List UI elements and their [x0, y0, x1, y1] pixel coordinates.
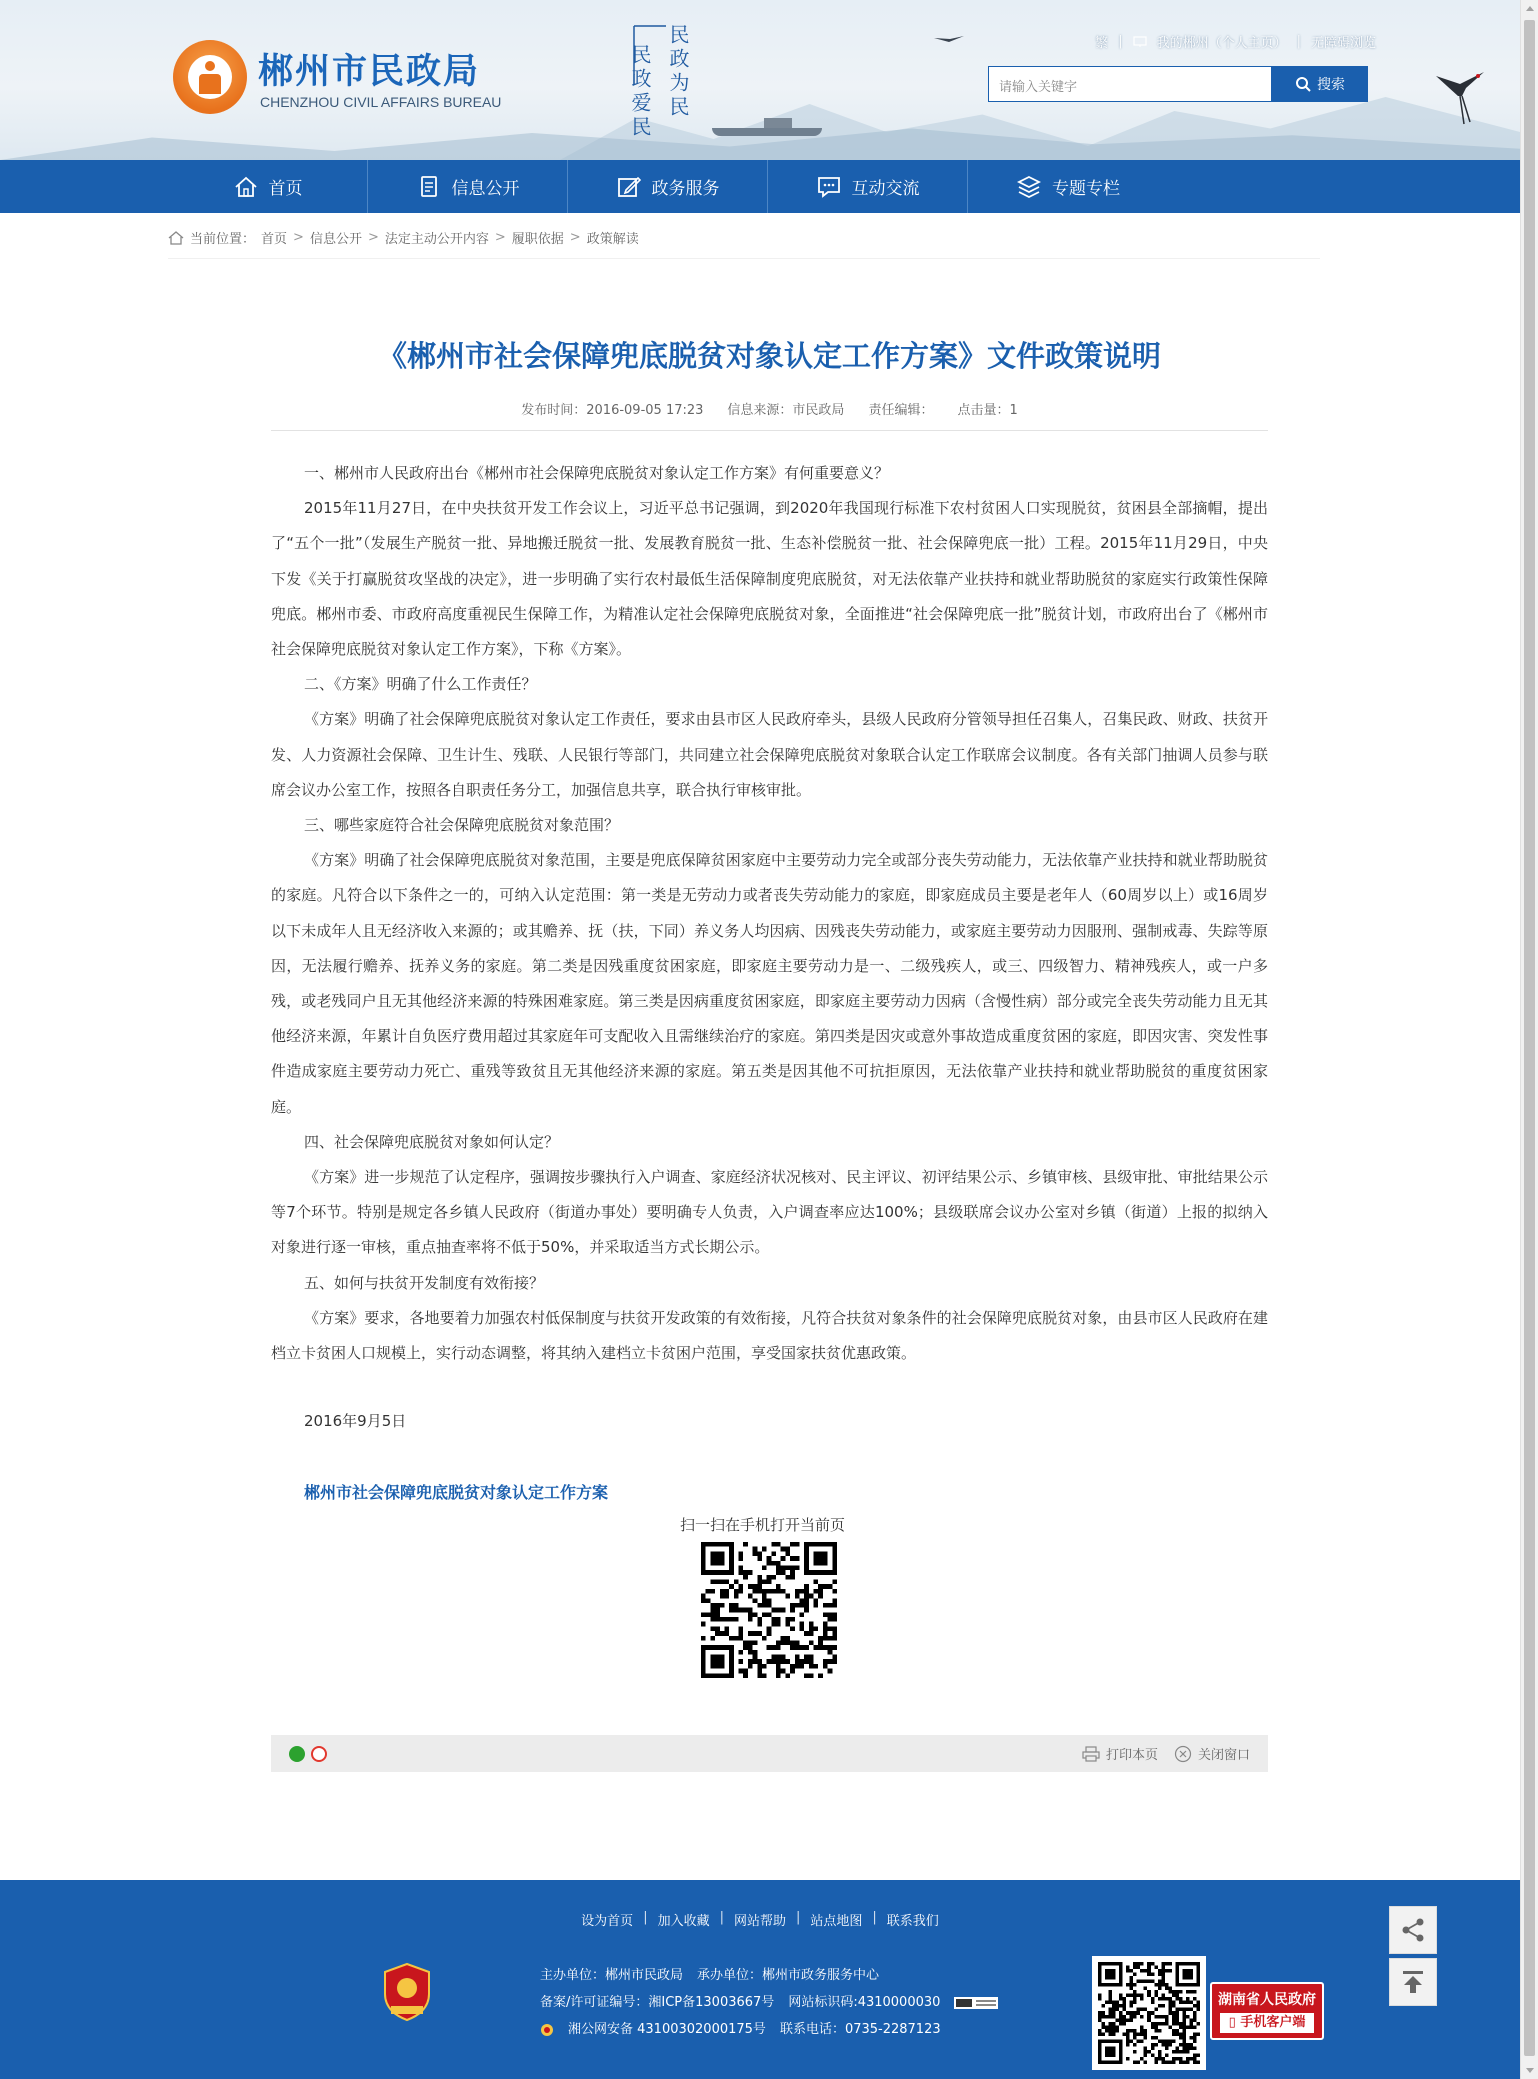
- wechat-share-icon[interactable]: [289, 1746, 305, 1762]
- article-body: [271, 456, 1268, 1371]
- scroll-thumb[interactable]: [1524, 20, 1535, 2056]
- police-badge-icon: [540, 2023, 554, 2037]
- float-share-button[interactable]: [1389, 1906, 1437, 1954]
- slogan-2: 民政爱民: [628, 44, 652, 140]
- site-header: [0, 0, 1520, 160]
- site-subtitle: CHENZHOU CIVIL AFFAIRS BUREAU: [260, 94, 502, 110]
- paragraph: 《方案》明确了社会保障兜底脱贫对象范围，主要是兜底保障贫困家庭中主要劳动力完全或部分丧失劳动能力，无法依靠产业扶持和就业帮助脱贫的家庭。凡符合以下条件之一的，可纳入认定范围：第一类是无劳动力或者丧失劳动能力的家庭，即家庭成员主要是老年人（60周岁以上）或16周岁以下未成年人且无经济收入来源的；或其赡养、抚（扶，下同）养义务人均因病、因残丧失劳动能力，或家庭主要劳动力因服刑、强制戒毒、失踪等原因，无法履行赡养、抚养义务的家庭。第二类是因残重度贫困家庭，即家庭主要劳动力是一、二级残疾人，或三、四级智力、精神残疾人，或一户多残，或老残同户且无其他经济来源的特殊困难家庭。第三类是因病重度贫困家庭，即家庭主要劳动力因病（含慢性病）部分或完全丧失劳动能力且无其他经济来源，年累计自负医疗费用超过其家庭年可支配收入且需继续治疗的家庭。第四类是因灾或意外事故造成重度贫困的家庭，即因灾害、突发性事件造成家庭主要劳动力死亡、重残等致贫且无其他经济来源的家庭。第五类是因其他不可抗拒原因，无法依靠产业扶持和就业帮助脱贫的重度贫困家庭。: [271, 851, 1268, 1116]
- edit-icon: [616, 174, 642, 200]
- responsible-editor: 责任编辑：: [868, 403, 934, 418]
- print-button[interactable]: [1082, 1744, 1158, 1763]
- layers-icon: [1016, 174, 1042, 200]
- top-links: 繁 | 我的郴州（个人主页） | 无障碍浏览: [1095, 34, 1376, 51]
- hunan-gov-app-button[interactable]: [1210, 1982, 1324, 2040]
- arrow-up-icon: [1400, 1969, 1426, 1995]
- paragraph: 三、哪些家庭符合社会保障兜底脱贫对象范围？: [304, 816, 620, 835]
- print-label: 打印本页: [1105, 1748, 1158, 1763]
- nav-label: 政务服务: [651, 179, 720, 199]
- breadcrumb: 当前位置： 首页 > 信息公开 > 法定主动公开内容 > 履职依据 > 政策解读: [168, 228, 639, 247]
- qr-caption: 扫一扫在手机打开当前页: [680, 1516, 846, 1534]
- boat-illustration-icon: [712, 118, 822, 136]
- scroll-down-arrow-icon[interactable]: [1521, 2062, 1538, 2079]
- organizer: 主办单位：郴州市民政局: [540, 1968, 684, 1983]
- back-to-top-button[interactable]: [1389, 1958, 1437, 2006]
- article-meta: [271, 399, 1268, 418]
- article-title: 《郴州市社会保障兜底脱贫对象认定工作方案》文件政策说明: [377, 339, 1161, 373]
- footer-link-contact[interactable]: 联系我们: [886, 1914, 939, 1929]
- paragraph: 2015年11月27日，在中央扶贫开发工作会议上，习近平总书记强调，到2020年我国现行标准下农村贫困人口实现脱贫，贫困县全部摘帽，提出了“五个一批”（发展生产脱贫一批、异地搬迁脱贫一批、发展教育脱贫一批、生态补偿脱贫一批、社会保障兜底一批）工程。2015年11月29日，中央下发《关于打赢脱贫攻坚战的决定》，进一步明确了实行农村最低生活保障制度兜底脱贫，对无法依靠产业扶持和就业帮助脱贫的家庭实行政策性保障兜底。郴州市委、市政府高度重视民生保障工作，为精准认定社会保障兜底脱贫对象，全面推进“社会保障兜底一批”脱贫计划，市政府出台了《郴州市社会保障兜底脱贫对象认定工作方案》，下称《方案》。: [271, 499, 1268, 659]
- footer-link-set-home[interactable]: 设为首页: [581, 1914, 634, 1929]
- article-date: 2016年9月5日: [304, 1412, 407, 1430]
- app-qr-code-icon: [1098, 1962, 1200, 2064]
- breadcrumb-divider: [168, 258, 1320, 259]
- police-record[interactable]: 湘公网安备 43100302000175号: [568, 2022, 766, 2037]
- my-chenzhou-link[interactable]: 我的郴州（个人主页）: [1156, 36, 1287, 51]
- site-code: 网站标识码:4310000030: [788, 1995, 941, 2010]
- breadcrumb-prefix: 当前位置：: [190, 232, 256, 247]
- monitor-icon: [1133, 36, 1147, 48]
- close-window-button[interactable]: [1174, 1744, 1250, 1763]
- vertical-scrollbar[interactable]: [1520, 0, 1538, 2079]
- footer-link-favorite[interactable]: 加入收藏: [657, 1914, 710, 1929]
- nav-label: 首页: [268, 179, 303, 199]
- breadcrumb-item-policy[interactable]: 政策解读: [586, 232, 639, 247]
- close-label: 关闭窗口: [1197, 1748, 1250, 1763]
- info-source: 信息来源：市民政局: [727, 403, 845, 418]
- document-icon: [416, 174, 442, 200]
- page-qr-code-icon: [701, 1542, 837, 1678]
- main-nav: [0, 160, 1520, 213]
- slogan-calligraphy: [626, 24, 696, 144]
- traditional-chinese-link[interactable]: 繁: [1095, 36, 1109, 51]
- footer-link-help[interactable]: 网站帮助: [733, 1914, 786, 1929]
- search-input[interactable]: 请输入关键字: [988, 66, 1272, 102]
- search-icon: [1295, 76, 1311, 92]
- publish-time: 发布时间：2016-09-05 17:23: [521, 403, 704, 418]
- scroll-up-arrow-icon[interactable]: [1521, 0, 1538, 17]
- nav-government-services[interactable]: [568, 160, 768, 213]
- share-icons: [289, 1746, 327, 1762]
- printer-icon: [1082, 1746, 1100, 1762]
- paragraph: 《方案》明确了社会保障兜底脱贫对象认定工作责任，要求由县市区人民政府牵头，县级人民政府分管领导担任召集人，召集民政、财政、扶贫开发、人力资源社会保障、卫生计生、残联、人民银行等部门，共同建立社会保障兜底脱贫对象联合认定工作联席会议制度。各有关部门抽调人员参与联席会议办公室工作，按照各自职责任务分工，加强信息共享，联合执行审核审批。: [271, 710, 1268, 799]
- nav-info-disclosure[interactable]: [368, 160, 568, 213]
- nav-label: 互动交流: [851, 179, 920, 199]
- paragraph: 四、社会保障兜底脱贫对象如何认定？: [304, 1132, 560, 1151]
- nav-home[interactable]: [168, 160, 368, 213]
- gov-app-subtitle: ▯ 手机客户端: [1220, 2013, 1314, 2033]
- share-bar: [271, 1735, 1268, 1772]
- chat-icon: [816, 174, 842, 200]
- breadcrumb-item-duties[interactable]: 履职依据: [511, 232, 564, 247]
- paragraph: 《方案》要求，各地要着力加强农村低保制度与扶贫开发政策的有效衔接，凡符合扶贫对象条件的社会保障兜底脱贫对象，由县市区人民政府在建档立卡贫困人口规模上，实行动态调整，将其纳入建档立卡贫困户范围，享受国家扶贫优惠政策。: [271, 1308, 1268, 1363]
- attachment-link[interactable]: 郴州市社会保障兜底脱贫对象认定工作方案: [304, 1483, 609, 1502]
- nav-label: 专题专栏: [1052, 179, 1120, 199]
- home-icon: [233, 174, 259, 200]
- icp-license[interactable]: 备案/许可证编号：湘ICP备13003667号: [540, 1995, 775, 2010]
- slogan-1: 民政为民: [666, 24, 690, 120]
- view-count: 点击量：1: [957, 403, 1018, 418]
- gov-app-subtitle-text: 手机客户端: [1240, 2015, 1306, 2030]
- footer-links: 设为首页 | 加入收藏 | 网站帮助 | 站点地图 | 联系我们: [581, 1910, 939, 1929]
- paragraph: 五、如何与扶贫开发制度有效衔接？: [304, 1273, 545, 1292]
- nav-interaction[interactable]: [768, 160, 968, 213]
- footer-qr-code: [1092, 1956, 1206, 2070]
- undertaker: 承办单位：郴州市政务服务中心: [697, 1968, 880, 1983]
- weibo-share-icon[interactable]: [311, 1746, 327, 1762]
- breadcrumb-item-statutory[interactable]: 法定主动公开内容: [384, 232, 489, 247]
- breadcrumb-item-info[interactable]: 信息公开: [309, 232, 362, 247]
- page-tools: [1082, 1744, 1250, 1763]
- site-title[interactable]: 郴州市民政局: [258, 52, 481, 92]
- paragraph: 一、郴州市人民政府出台《郴州市社会保障兜底脱贫对象认定工作方案》有何重要意义？: [304, 464, 890, 482]
- paragraph: 《方案》进一步规范了认定程序，强调按步骤执行入户调查、家庭经济状况核对、民主评议、初评结果公示、乡镇审核、县级审批、审批结果公示等7个环节。特别是规定各乡镇人民政府（街道办事处）要明确专人负责，入户调查率应达100%；县级联席会议办公室对乡镇（街道）上报的拟纳入对象进行逐一审核，重点抽查率将不低于50%，并采取适当方式长期公示。: [271, 1168, 1268, 1257]
- breadcrumb-item-home[interactable]: 首页: [261, 232, 288, 247]
- flying-bird-icon: [934, 34, 964, 44]
- party-government-badge-icon[interactable]: [381, 1962, 433, 2022]
- gov-app-title: 湖南省人民政府: [1218, 1992, 1316, 2008]
- accessibility-link[interactable]: 无障碍浏览: [1310, 36, 1376, 51]
- cnzz-icon[interactable]: [954, 1997, 998, 2009]
- nav-special-topics[interactable]: [968, 160, 1168, 213]
- site-footer: [0, 1880, 1520, 2079]
- meta-divider: [271, 430, 1268, 431]
- footer-info: [540, 1962, 998, 2043]
- footer-link-sitemap[interactable]: 站点地图: [810, 1914, 863, 1929]
- home-icon: [168, 231, 184, 245]
- nav-label: 信息公开: [451, 179, 520, 199]
- contact-phone: 联系电话：0735-2287123: [779, 2022, 941, 2037]
- search-button[interactable]: [1272, 66, 1368, 102]
- crane-bird-icon: [1432, 66, 1488, 126]
- bureau-logo-icon[interactable]: [173, 40, 247, 114]
- share-icon: [1400, 1917, 1426, 1943]
- close-icon: [1174, 1745, 1192, 1763]
- paragraph: 二、《方案》明确了什么工作责任？: [304, 675, 537, 694]
- search-button-label: 搜索: [1317, 77, 1345, 93]
